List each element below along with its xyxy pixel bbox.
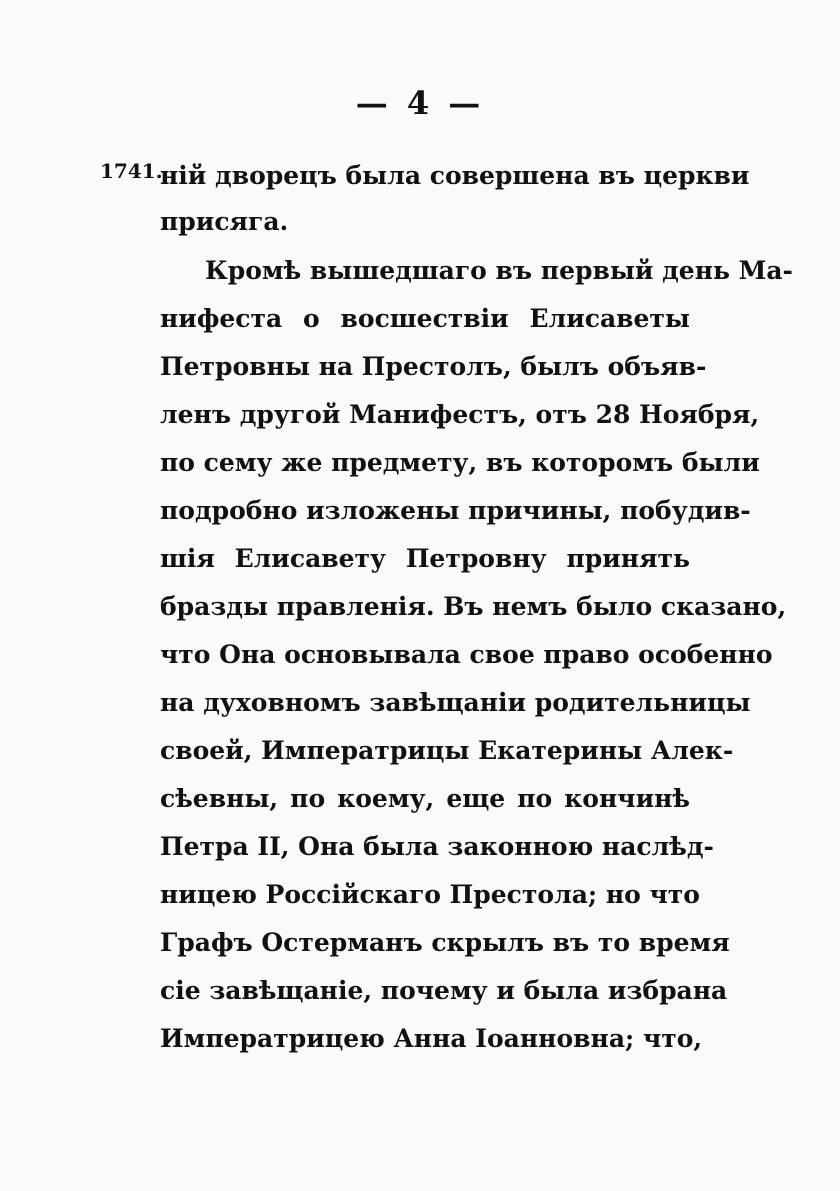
text-line: ницею Россійскаго Престола; но что xyxy=(160,880,700,909)
text-line: Графъ Остерманъ скрылъ въ то время xyxy=(160,928,730,957)
text-line: Петровны на Престолъ, былъ объяв- xyxy=(160,352,707,381)
text-line: Кромѣ вышедшаго въ первый день Ма- xyxy=(205,256,793,285)
text-line: своей, Императрицы Екатерины Алек- xyxy=(160,736,734,765)
page-number: — 4 — xyxy=(355,84,485,122)
text-line: шія Елисавету Петровну принять xyxy=(160,544,690,573)
text-line: присяга. xyxy=(160,207,289,236)
text-line: подробно изложены причины, побудив- xyxy=(160,496,751,525)
text-line: по сему же предмету, въ которомъ были xyxy=(160,448,760,477)
text-line: на духовномъ завѣщаніи родительницы xyxy=(160,688,751,717)
text-line: Петра II, Она была законною наслѣд- xyxy=(160,832,714,861)
text-line: Императрицею Анна Іоанновна; что, xyxy=(160,1024,703,1053)
text-line: нифеста о восшествіи Елисаветы xyxy=(160,304,690,333)
text-line: сѣевны, по коему, еще по кончинѣ xyxy=(160,784,690,813)
margin-year-note: 1741. xyxy=(100,159,163,183)
text-line: ленъ другой Манифестъ, отъ 28 Ноября, xyxy=(160,400,760,429)
text-line: бразды правленія. Въ немъ было сказано, xyxy=(160,592,787,621)
text-line: сіе завѣщаніе, почему и была избрана xyxy=(160,976,728,1005)
text-line: что Она основывала свое право особенно xyxy=(160,640,773,669)
text-line: ній дворецъ была совершена въ церкви xyxy=(160,161,750,190)
